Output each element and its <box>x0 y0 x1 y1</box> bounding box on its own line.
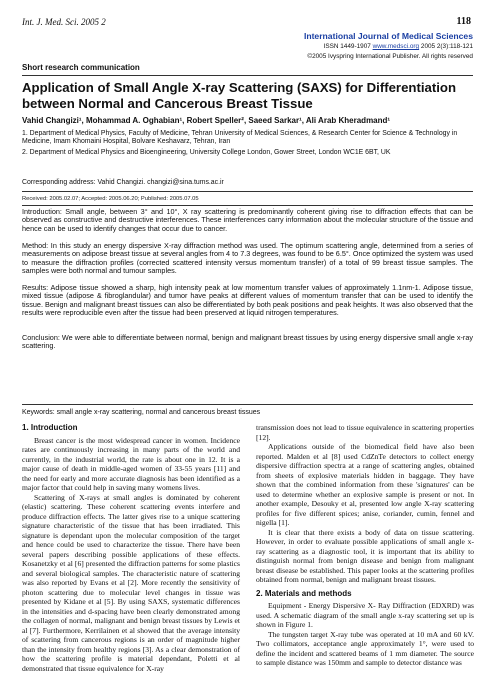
meta-rule <box>22 191 473 192</box>
methods-paragraph: The tungsten target X-ray tube was operated at 10 mA and 60 kV. Two collimators, acceptance angle approximately 1°, were used to define the incident and scattered beams of 1 mm diameter. The source to sample distance was 150mm and sample to detector distance was <box>256 630 474 668</box>
author-list: Vahid Changizi¹, Mohammad A. Oghabian¹, Robert Speller², Saeed Sarkar¹, Ali Arab Kheradmand¹ <box>22 116 473 125</box>
abstract-conclusion: Conclusion: We were able to differentiate between normal, benign and malignant breast tissues by using energy dispersive small angle x-ray scattering. <box>22 334 473 351</box>
issn-prefix: ISSN 1449-1907 <box>324 43 373 50</box>
body-paragraph: Applications outside of the biomedical field have also been reported. Malden et al [8] used CdZnTe detectors to collect energy dispersive diffraction spectra at a range of scattering angles, obtained from sheets of explosive materials hidden in baggage. They have shown that the combined information from these 'signatures' can be used to determine whether an explosive sample is present or not. In another example, Desouky et al, presented low angle X-ray scattering profiles for five different spices; anise, coriander, cumin, fennel and nigella [1]. <box>256 442 474 528</box>
abstract-results: Results: Adipose tissue showed a sharp, high intensity peak at low momentum transfer values of approximately 1.1nm-1. Adipose tissue, mixed tissue (adipose & fibroglandular) and tumor have peaks at different values of momentum transfer that can be used to identify the tissue. Benign and malignant breast tissues can also be differentiated by both peak positions and peak heights. It was also observed that the results were reproducible even after the tissue had been preserved at liquid nitrogen temperatures. <box>22 284 473 318</box>
abstract-top-rule <box>22 205 473 206</box>
journal-website-link[interactable]: www.medsci.org <box>373 43 420 50</box>
affiliation-1: 1. Department of Medical Physics, Faculty of Medicine, Tehran University of Medical Sciences, & Research Center for Science & Technology in Medicine, Imam Khomaini Hospital, Bolvare Keshavarz, Tehran, Iran <box>22 130 473 147</box>
issn-line <box>324 43 473 50</box>
affiliation-2: 2. Department of Medical Physics and Bioengineering, University College London, Gower Street, London WC1E 6BT, UK <box>22 149 473 157</box>
corresponding-address: Corresponding address: Vahid Changizi. changizi@sina.tums.ac.ir <box>22 179 224 186</box>
intro-paragraph: Scattering of X-rays at small angles is dominated by coherent (elastic) scattering. These coherent scattering events interfere and produce diffraction effects. The latter gives rise to a unique scattering signature characteristic of the tissue that has been irradiated. This signature is dependant upon the molecular composition of the target and hence could be used to characterize the tissue. There have been several papers describing possible applications of these effects. Kosanetzky et al [6] presented the diffraction patterns for some plastics and several biological samples. The characteristic nature of scattering was also reported by Evans et al [2]. More recently the sensitivity of photon scattering due to molecular level changes in tissue was presented by Kidane et al [5]. By using SAXS, systematic differences in the intensities and d-spacing have been clearly demonstrated among the collagen of normal, malignant and benign breast tissues by Lewis et al [7]. Furthermore, Kerrilainen et al showed that the average intensity of scattering from cancerous regions is an order of magnitude higher than the intensity from healthy regions [3]. As a clear demonstration of how the scattering profile is material dependant, Poletti et al demonstrated that tissue equivalence for X-ray <box>22 493 240 673</box>
abstract-bottom-rule <box>22 404 473 405</box>
section-heading-methods: 2. Materials and methods <box>256 589 474 599</box>
body-paragraph: It is clear that there exists a body of data on tissue scattering. However, in order to evaluate possible applications of small angle x-ray scattering as a diagnostic tool, it is important that its ability to distinguish normal from benign disease and benign from malignant breast disease be established. This paper looks at the scattering profiles obtained from normal, benign and malignant breast tissues. <box>256 528 474 585</box>
article-title: Application of Small Angle X-ray Scattering (SAXS) for Differentiation between Normal and Cancerous Breast Tissue <box>22 80 473 112</box>
copyright-line: ©2005 Ivyspring International Publisher. All rights reserved <box>307 53 473 60</box>
right-column <box>256 423 474 668</box>
header-rule <box>22 75 473 76</box>
keywords: Keywords: small angle x-ray scattering, normal and cancerous breast tissues <box>22 409 260 416</box>
left-column <box>22 423 240 673</box>
issn-suffix: 2005 2(3):118-121 <box>419 43 473 50</box>
page-number: 118 <box>457 16 471 27</box>
article-type-label: Short research communication <box>22 63 140 72</box>
abstract-method: Method: In this study an energy dispersive X-ray diffraction method was used. The optimum scattering angle, determined from a series of measurements on adipose breast tissue at several angles from 4 to 7.3 degrees, was found to be 6.5°. Once optimized the system was used to measure the diffraction profiles (corrected scattered intensity versus momentum transfer) of a total of 99 breast tissue samples. The samples were both normal and tumour samples. <box>22 242 473 276</box>
abstract-introduction: Introduction: Small angle, between 3° and 10°, X ray scattering is predominantly coherent giving rise to diffraction effects that can be observed as constructive and destructive interferences. These interferences carry information about the molecular structure of the tissue and hence can be used to identify changes that occur due to cancer. <box>22 208 473 233</box>
received-dates: Received: 2005.02.07; Accepted: 2005.06.20; Published: 2005.07.05 <box>22 196 199 202</box>
section-heading-introduction: 1. Introduction <box>22 423 240 433</box>
journal-name: International Journal of Medical Sciences <box>304 31 473 41</box>
methods-paragraph: Equipment - Energy Dispersive X- Ray Diffraction (EDXRD) was used. A schematic diagram of the small angle x-ray scattering set up is shown in Figure 1. <box>256 601 474 630</box>
body-paragraph: transmission does not lead to tissue equivalence in scattering properties [12]. <box>256 423 474 442</box>
journal-reference: Int. J. Med. Sci. 2005 2 <box>22 17 106 27</box>
intro-paragraph: Breast cancer is the most widespread cancer in women. Incidence rates are continuously increasing in many parts of the world and currently, in the industrial world, the rate is about one in 12. It is a major cause of death in middle-aged women of 33-55 years [11] and the need for early and more accurate diagnosis has been identified as a major factor that could help in saving many womens lives. <box>22 436 240 493</box>
